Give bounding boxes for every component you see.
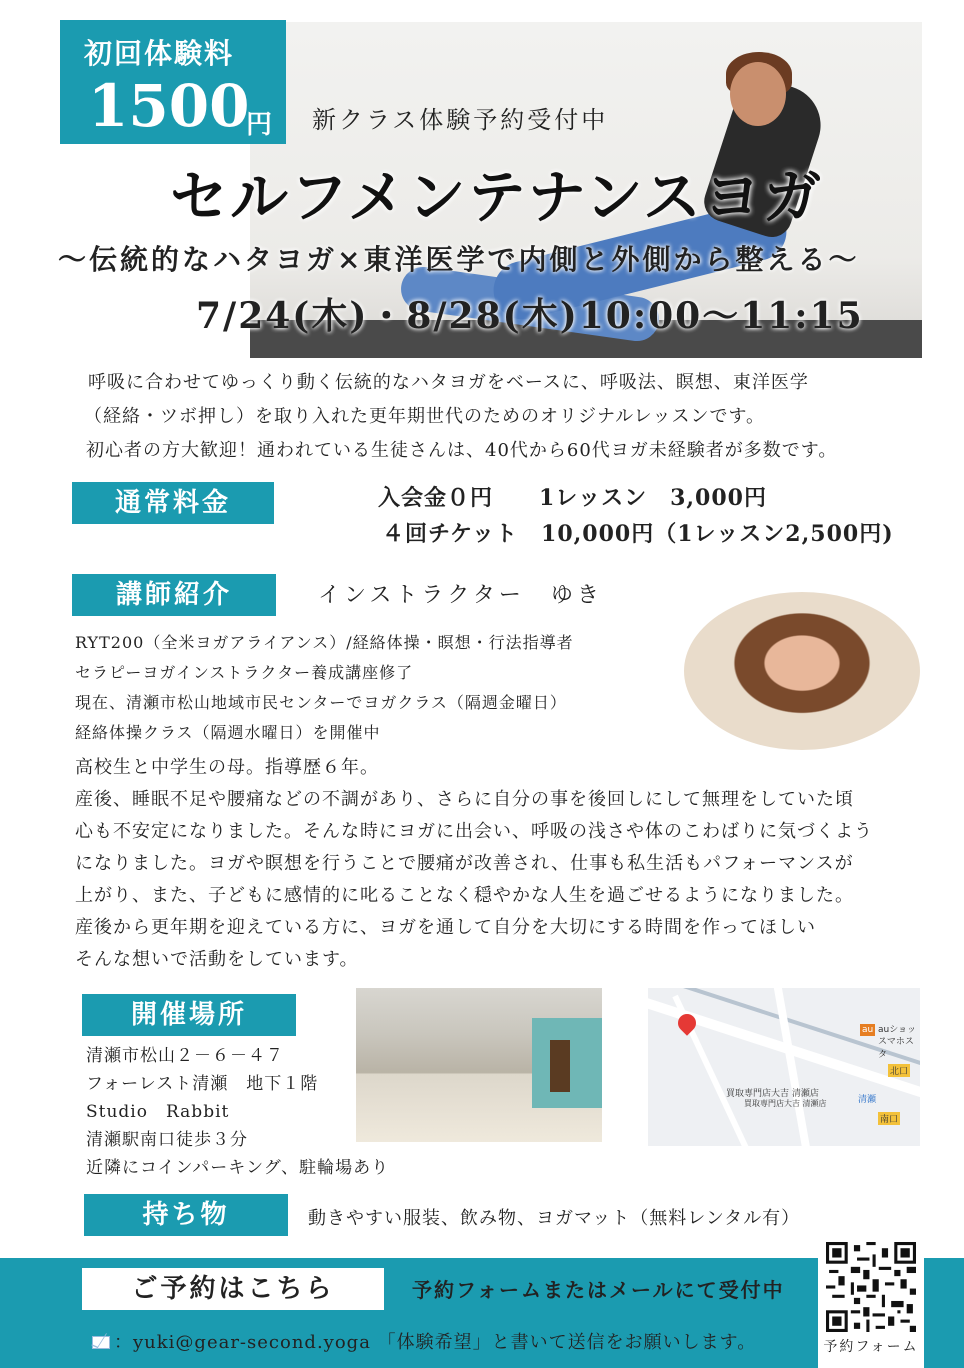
section-label-instructor: 講師紹介 xyxy=(72,574,276,616)
map-label: 買取専門店大吉 清瀬店 xyxy=(726,1089,819,1099)
trial-price-box xyxy=(60,20,286,144)
fee-details xyxy=(378,480,894,552)
class-dates: 7/24(木)・8/28(木)10:00～11:15 xyxy=(196,295,864,337)
intro-line: 呼吸に合わせてゆっくり動く伝統的なハタヨガをベースに、呼吸法、瞑想、東洋医学 xyxy=(88,372,809,393)
mail-icon xyxy=(92,1336,110,1349)
map-label-north-exit: 北口 xyxy=(888,1064,910,1077)
map-label-south-exit: 南口 xyxy=(878,1112,900,1125)
trial-price-label: 初回体験料 xyxy=(84,37,235,70)
instructor-portrait xyxy=(684,592,920,750)
address-line: Studio Rabbit xyxy=(86,1102,230,1122)
reservation-footer xyxy=(0,1258,964,1368)
new-class-subheading: 新クラス体験予約受付中 xyxy=(312,106,609,134)
venue-map[interactable] xyxy=(648,988,920,1146)
au-badge: au xyxy=(862,1025,874,1035)
credential-line: RYT200（全米ヨガアライアンス）/経絡体操・瞑想・行法指導者 xyxy=(75,633,574,652)
section-label-venue: 開催場所 xyxy=(82,994,296,1036)
address-line: フォーレスト清瀬 地下１階 xyxy=(86,1074,319,1094)
map-label: 買取専門店大吉 清瀬店 xyxy=(744,1099,827,1108)
address-line: 清瀬市松山２－６－４７ xyxy=(86,1046,284,1066)
instructor-name: インストラクター ゆき xyxy=(318,583,603,608)
reservation-info: 予約フォームまたはメールにて受付中 xyxy=(412,1278,785,1302)
credential-line: セラピーヨガインストラクター養成講座修了 xyxy=(75,663,414,682)
credential-line: 経絡体操クラス（隔週水曜日）を開催中 xyxy=(75,723,381,742)
fee-line: 入会金０円 1レッスン 3,000円 xyxy=(378,485,767,511)
bio-line: 産後から更年期を迎えている方に、ヨガを通して自分を大切にする時間を作ってほしい xyxy=(75,917,816,938)
qr-code-label: 予約フォーム xyxy=(823,1339,919,1355)
instructor-credentials xyxy=(75,628,574,748)
instructor-bio xyxy=(75,752,873,976)
bio-line: そんな想いで活動をしています。 xyxy=(75,949,359,970)
venue-address xyxy=(86,1042,389,1182)
tagline: ～伝統的なハタヨガ×東洋医学で内側と外側から整える～ xyxy=(58,243,860,276)
map-label: auショッ xyxy=(878,1025,917,1035)
qr-code[interactable] xyxy=(826,1242,916,1332)
map-label: スマホスタ xyxy=(878,1037,914,1060)
address-line: 清瀬駅南口徒歩３分 xyxy=(86,1130,248,1150)
studio-photo xyxy=(356,988,602,1142)
credential-line: 現在、清瀬市松山地域市民センターでヨガクラス（隔週金曜日） xyxy=(75,693,567,712)
address-line: 近隣にコインパーキング、駐輪場あり xyxy=(86,1158,390,1178)
qr-code-block[interactable] xyxy=(818,1234,924,1368)
bio-line: 高校生と中学生の母。指導歴６年。 xyxy=(75,757,379,778)
page-title: セルフメンテナンスヨガ xyxy=(170,163,824,231)
section-label-fees: 通常料金 xyxy=(72,482,274,524)
email-instruction[interactable]: ：yuki@gear-second.yoga 「体験希望」と書いて送信をお願いします。 xyxy=(114,1332,757,1353)
bio-line: 心も不安定になりました。そんな時にヨガに出会い、呼吸の浅さや体のこわばりに気づくよう xyxy=(75,821,873,842)
reservation-label: ご予約はこちら xyxy=(82,1268,384,1310)
belongings-text: 動きやすい服装、飲み物、ヨガマット（無料レンタル有） xyxy=(308,1208,801,1229)
intro-line: （経絡・ツボ押し）を取り入れた更年期世代のためのオリジナルレッスンです。 xyxy=(84,406,766,427)
fee-line: ４回チケット 10,000円（1レッスン2,500円) xyxy=(382,521,894,547)
section-label-belongings: 持ち物 xyxy=(84,1194,288,1236)
bio-line: 上がり、また、子どもに感情的に叱ることなく穏やかな人生を過ごせるようになりました。 xyxy=(75,885,854,906)
bio-line: 産後、睡眠不足や腰痛などの不調があり、さらに自分の事を後回しにして無理をしていた頃 xyxy=(75,789,854,810)
bio-line: になりました。ヨガや瞑想を行うことで腰痛が改善され、仕事も私生活もパフォーマンスが xyxy=(75,853,854,874)
trial-price-amount: 1500 xyxy=(88,72,250,140)
map-label-station: 清瀬 xyxy=(858,1095,877,1105)
intro-line: 初心者の方大歓迎！通われている生徒さんは、40代から60代ヨガ未経験者が多数です。 xyxy=(86,440,838,461)
email-line[interactable] xyxy=(92,1328,756,1354)
trial-price-unit: 円 xyxy=(246,110,273,140)
intro-text xyxy=(84,366,838,468)
